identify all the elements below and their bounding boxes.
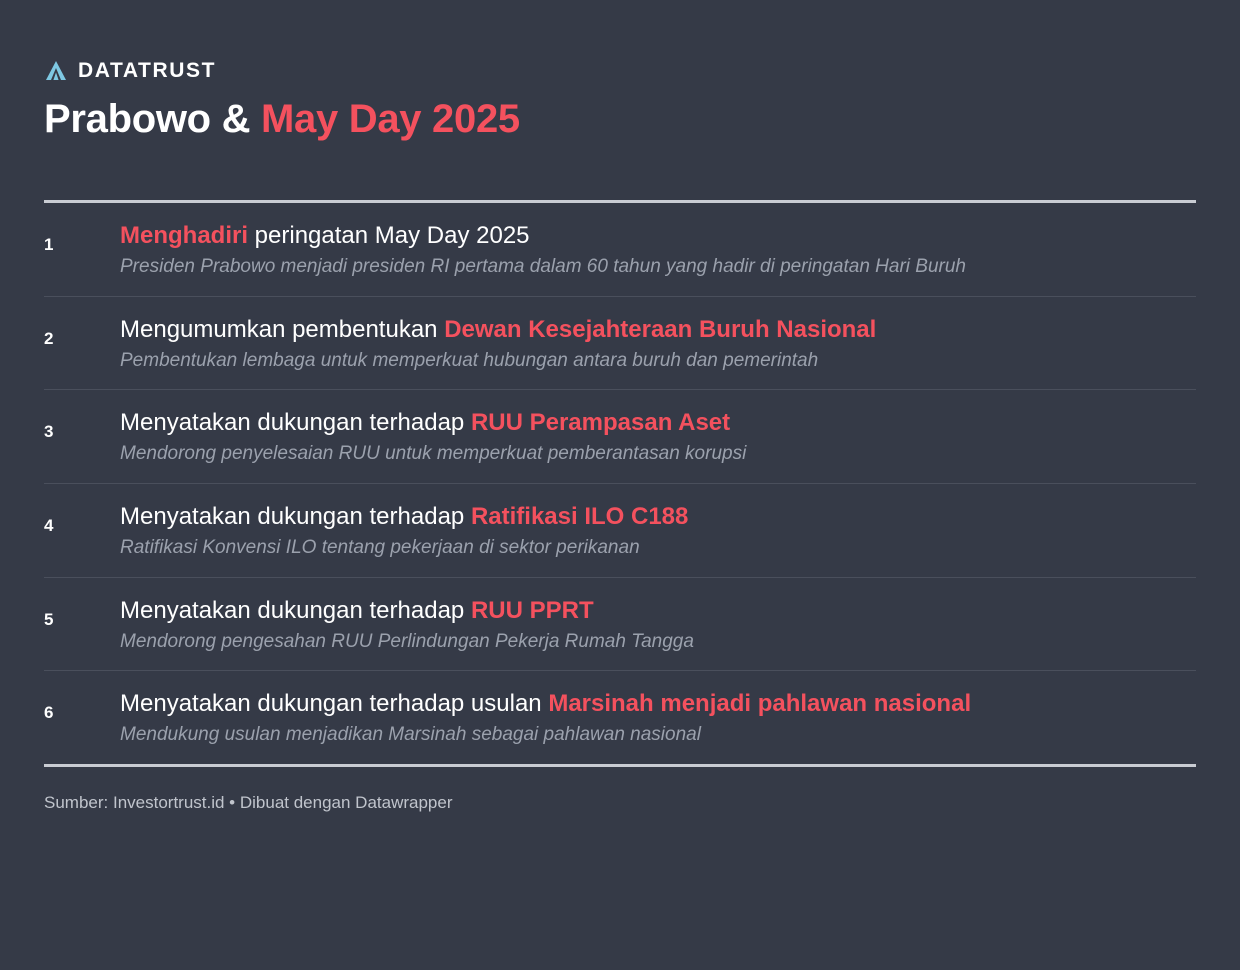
- table-row: [44, 671, 1196, 764]
- row-subtitle: Mendukung usulan menjadikan Marsinah sebagai pahlawan nasional: [120, 724, 701, 746]
- row-title: [120, 221, 1196, 251]
- row-title: [120, 502, 1196, 532]
- row-title: [120, 689, 1196, 719]
- row-subtitle: Presiden Prabowo menjadi presiden RI pertama dalam 60 tahun yang hadir di peringatan Hari Buruh: [120, 256, 967, 277]
- row-title: [120, 596, 1196, 626]
- row-title-accent: RUU PPRT: [470, 596, 594, 624]
- row-content: [120, 502, 1196, 561]
- row-number: 4: [44, 516, 54, 536]
- row-title-plain: peringatan May Day 2025: [248, 222, 530, 249]
- row-title-plain: Menyatakan dukungan terhadap: [120, 503, 471, 531]
- row-title-plain: Menyatakan dukungan terhadap: [120, 596, 471, 624]
- table-row: [44, 578, 1196, 672]
- page-title: [44, 96, 1196, 142]
- row-subtitle: Pembentukan lembaga untuk memperkuat hubungan antara buruh dan pemerintah: [120, 349, 819, 371]
- row-content: [120, 689, 1196, 748]
- row-number: 2: [44, 328, 54, 348]
- page-title-plain: Prabowo &: [44, 97, 262, 141]
- page-title-accent: May Day 2025: [261, 97, 520, 141]
- brand-header: [44, 56, 1196, 86]
- row-subtitle: Mendorong penyelesaian RUU untuk memperkuat pemberantasan korupsi: [120, 443, 747, 465]
- row-number: 1: [44, 235, 54, 254]
- row-number: 5: [44, 609, 54, 629]
- row-subtitle: Mendorong pengesahan RUU Perlindungan Pekerja Rumah Tangga: [120, 630, 694, 652]
- source-note: Sumber: Investortrust.id • Dibuat dengan Datawrapper: [44, 793, 453, 813]
- table-row: [44, 484, 1196, 578]
- row-content: [120, 315, 1196, 374]
- row-content: [120, 221, 1196, 280]
- row-number: 3: [44, 422, 54, 442]
- row-content: [120, 596, 1196, 655]
- row-title-plain: Menyatakan dukungan terhadap: [120, 409, 471, 437]
- table-bottom-rule: [44, 764, 1196, 767]
- row-title: [120, 408, 1196, 438]
- table-row: [44, 297, 1196, 391]
- row-title-accent: Ratifikasi ILO C188: [470, 503, 689, 531]
- row-title: [120, 315, 1196, 345]
- items-table: [44, 200, 1196, 764]
- brand-name: DATATRUST: [78, 59, 217, 82]
- table-row: [44, 203, 1196, 297]
- row-content: [120, 408, 1196, 467]
- row-title-accent: Menghadiri: [120, 222, 249, 249]
- row-title-plain: Menyatakan dukungan terhadap usulan: [120, 690, 549, 718]
- datatrust-triangle-logo-icon: [44, 59, 68, 83]
- row-title-accent: Dewan Kesejahteraan Buruh Nasional: [444, 315, 877, 343]
- row-number: 6: [44, 703, 54, 723]
- row-title-accent: Marsinah menjadi pahlawan nasional: [548, 690, 972, 718]
- row-title-accent: RUU Perampasan Aset: [470, 409, 731, 437]
- row-subtitle: Ratifikasi Konvensi ILO tentang pekerjaan di sektor perikanan: [120, 537, 640, 559]
- row-title-plain: Mengumumkan pembentukan: [120, 315, 445, 343]
- table-row: [44, 390, 1196, 484]
